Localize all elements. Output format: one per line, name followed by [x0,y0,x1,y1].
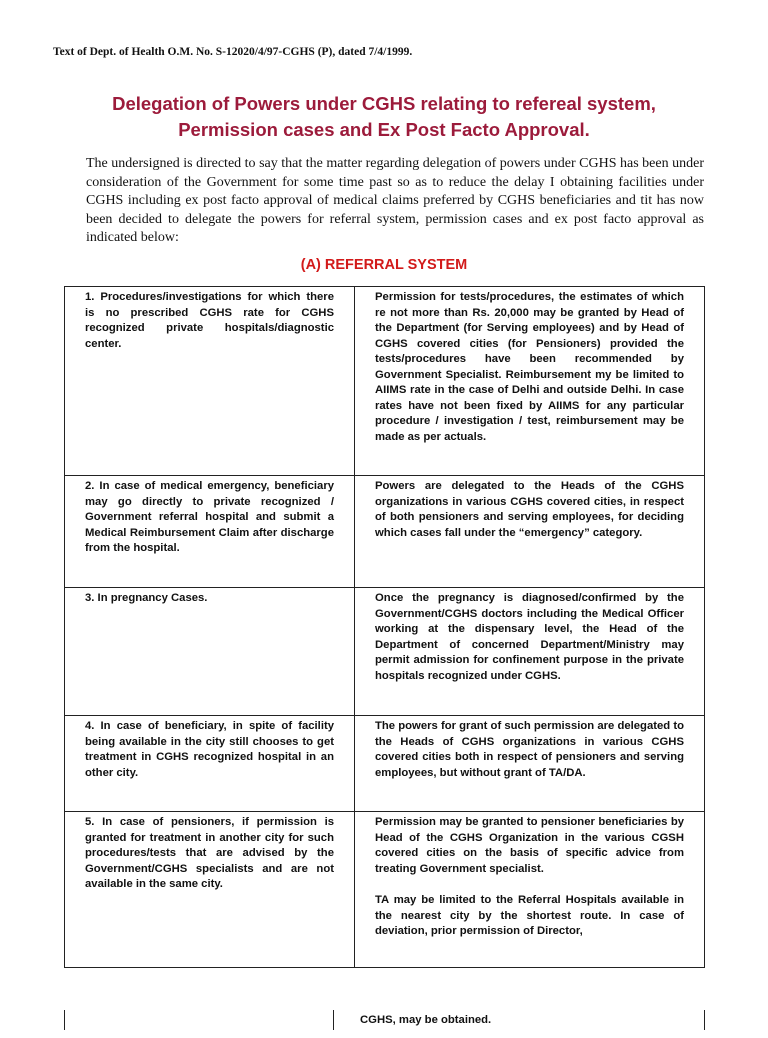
table-row [65,588,705,716]
table-border [64,1010,65,1030]
cell-text: 2. In case of medical emergency, beneficiary may go directly to private recognized / Government referral hospital and submit a Medical Reimbursement Claim after discharge from the hospital. [85,480,334,554]
cell-text: 1. Procedures/investigations for which there is no prescribed CGHS rate for CGHS recognized private hospitals/diagnostic center. [85,291,334,350]
continued-table-row [64,1008,705,1038]
cell-text: The powers for grant of such permission are delegated to the Heads of CGHS organizations in various CGHS covered cities both in respect of pensioners and serving employees, but without grant of TA/DA. [375,720,684,779]
cell-text: Permission may be granted to pensioner beneficiaries by Head of the CGHS Organization in the various CGSH covered cities on the basis of specific advice from treating Government specialist. [375,816,684,875]
table-cell-case [65,476,355,588]
table-cell-case [65,287,355,476]
table-cell-power [355,588,705,716]
table-row [65,716,705,812]
cell-text: 4. In case of beneficiary, in spite of facility being available in the city still chooses to get treatment in CGHS recognized hospital in an other city. [85,720,334,779]
table-row [65,287,705,476]
table-cell-case [65,588,355,716]
section-heading: (A) REFERRAL SYSTEM [300,257,468,273]
cell-text-extra: TA may be limited to the Referral Hospitals available in the nearest city by the shortest route. In case of deviation, prior permission of Director, [375,894,684,937]
table-cell-case [65,812,355,968]
table-cell-power [355,716,705,812]
continuation-text: CGHS, may be obtained. [360,1014,492,1026]
cell-text: Powers are delegated to the Heads of the CGHS organizations in various CGHS covered cities, in respect of both pensioners and serving employees, for deciding which cases fall under the “emergency” category. [375,480,684,539]
table-border [704,1010,705,1030]
cell-text: 3. In pregnancy Cases. [85,592,208,604]
table-cell-power [355,476,705,588]
cell-text: Once the pregnancy is diagnosed/confirmed by the Government/CGHS doctors including the Medical Officer working at the dispensary level, the Head of the Department of concerned Department/Ministry may permit admission for confinement purpose in the private hospitals recognized under CGHS. [375,592,684,682]
cell-text: 5. In case of pensioners, if permission is granted for treatment in another city for such procedures/tests that are advised by the Government/CGHS specialists and are not available in the same city. [85,816,334,890]
document-reference: Text of Dept. of Health O.M. No. S-12020/4/97-CGHS (P), dated 7/4/1999. [53,46,413,58]
table-cell-case [65,716,355,812]
table-cell-power [355,287,705,476]
title-line-2: Permission cases and Ex Post Facto Approval. [178,119,590,140]
table-cell-power [355,812,705,968]
title-line-1: Delegation of Powers under CGHS relating to refereal system, [112,93,656,114]
table-row [65,476,705,588]
table-row [65,812,705,968]
intro-paragraph: The undersigned is directed to say that the matter regarding delegation of powers under CGHS has been under consideration of the Government for some time past so as to reduce the delay I obtaining facilities under CGHS including ex post facto approval of medical claims preferred by CGHS beneficiaries and tit has now been decided to delegate the powers for referral system, permission cases and ex post facto approval as indicated below: [86,156,704,246]
page-title [40,91,728,143]
cell-text: Permission for tests/procedures, the estimates of which re not more than Rs. 20,000 may be granted by Head of the Department (for Serving employees) and by Head of CGHS covered cities (for Pensioners) provided the tests/procedures have been recommended by Government Specialist. Reimbursement my be limited to AIIMS rate in the case of Delhi and outside Delhi. In case rates have not been fixed by AIIMS for any particular procedure / investigation / test, reimbursement may be made as per actuals. [375,291,684,443]
referral-table [64,286,705,968]
table-border [333,1010,334,1030]
